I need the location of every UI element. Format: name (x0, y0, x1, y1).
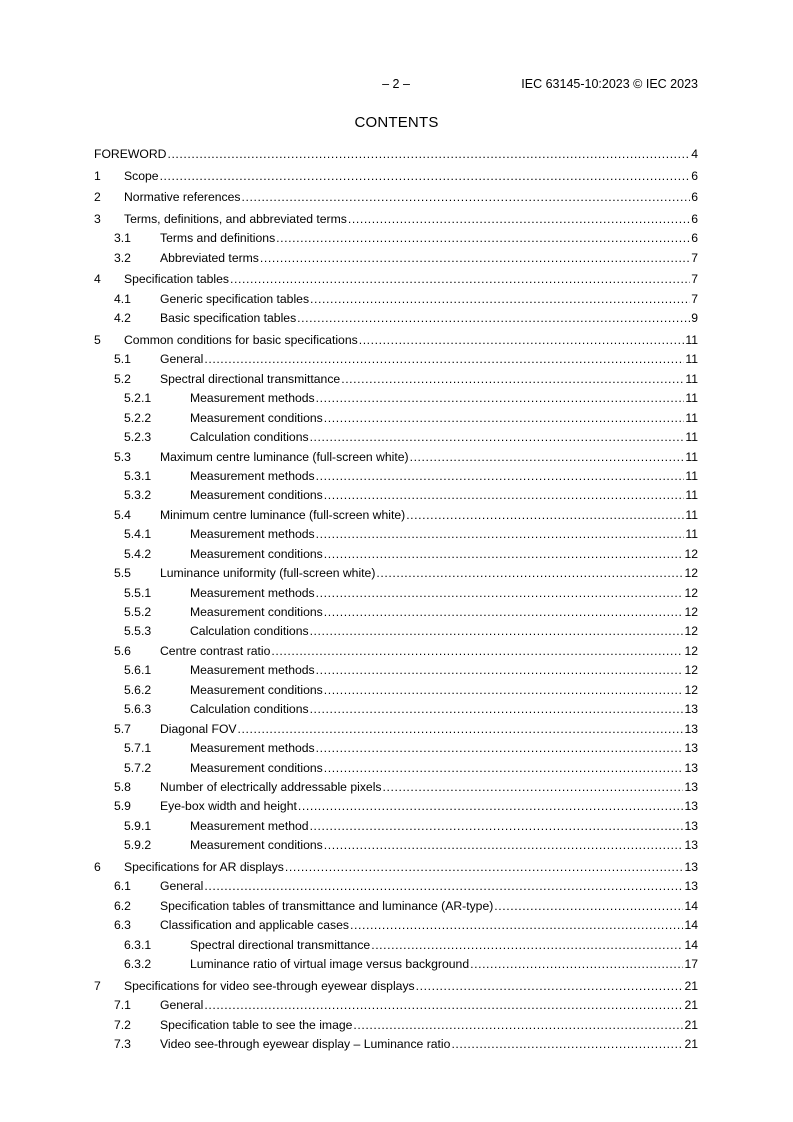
toc-entry-title: Maximum centre luminance (full-screen white) (160, 448, 410, 467)
toc-entry[interactable] (94, 584, 698, 603)
toc-entry[interactable] (94, 916, 698, 935)
toc-entry-title: General (160, 350, 204, 369)
toc-dot-leader (371, 936, 683, 955)
page-title: CONTENTS (354, 114, 439, 131)
toc-entry-title: Measurement methods (190, 467, 316, 486)
toc-entry[interactable] (94, 188, 698, 207)
toc-entry[interactable] (94, 409, 698, 428)
toc-entry[interactable] (94, 642, 698, 661)
toc-entry-page: 11 (685, 352, 698, 367)
toc-entry-title: Calculation conditions (190, 700, 310, 719)
toc-entry-title: Specification table to see the image (160, 1016, 353, 1035)
toc-entry[interactable] (94, 936, 698, 955)
toc-entry[interactable] (94, 955, 698, 974)
toc-entry-page: 6 (691, 190, 698, 205)
toc-entry-title: Scope (124, 167, 160, 186)
toc-entry-number: 6.3.1 (124, 937, 152, 952)
toc-entry-page: 21 (684, 978, 698, 993)
toc-entry-page: 13 (684, 702, 698, 717)
toc-entry-page: 13 (684, 760, 698, 775)
toc-entry-title: Measurement conditions (190, 681, 324, 700)
toc-entry-page: 11 (685, 507, 698, 522)
toc-entry-title: Centre contrast ratio (160, 642, 271, 661)
toc-entry-number: 1 (94, 168, 101, 183)
toc-entry[interactable] (94, 467, 698, 486)
toc-entry[interactable] (94, 389, 698, 408)
toc-entry-title: Basic specification tables (160, 309, 297, 328)
toc-entry-page: 13 (684, 859, 698, 874)
toc-entry-number: 6 (94, 859, 101, 874)
toc-entry[interactable] (94, 720, 698, 739)
toc-entry-number: 5.9.2 (124, 838, 152, 853)
toc-entry-page: 4 (691, 147, 698, 161)
toc-entry-page: 12 (684, 624, 698, 639)
toc-entry[interactable] (94, 817, 698, 836)
toc-entry[interactable] (94, 309, 698, 328)
toc-entry-number: 6.3.2 (124, 957, 152, 972)
toc-entry-page: 11 (685, 391, 698, 406)
toc-dot-leader (204, 996, 683, 1015)
toc-entry-page: 7 (691, 250, 698, 265)
toc-entry-title: Measurement method (190, 817, 310, 836)
toc-entry[interactable] (94, 661, 698, 680)
toc-entry[interactable] (94, 145, 698, 164)
toc-entry-title: General (160, 996, 204, 1015)
toc-entry-title: Eye-box width and height (160, 797, 298, 816)
toc-entry-title: Measurement methods (190, 584, 316, 603)
toc-dot-leader (416, 977, 684, 996)
toc-entry-page: 12 (684, 546, 698, 561)
toc-entry-number: 5.5.3 (124, 624, 152, 639)
toc-entry-title: Minimum centre luminance (full-screen white) (160, 506, 406, 525)
toc-entry[interactable] (94, 545, 698, 564)
toc-entry-page: 11 (685, 371, 698, 386)
toc-dot-leader (451, 1035, 683, 1054)
toc-entry-number: 5.6.1 (124, 663, 152, 678)
toc-entry[interactable] (94, 290, 698, 309)
toc-entry-number: 5.8 (114, 779, 131, 794)
toc-entry-page: 11 (685, 449, 698, 464)
toc-entry-page: 21 (684, 1037, 698, 1051)
toc-entry-number: 5.6 (114, 643, 131, 658)
toc-entry[interactable] (94, 210, 698, 229)
toc-entry-number: 5 (94, 332, 101, 347)
toc-entry-title: Measurement conditions (190, 836, 324, 855)
toc-entry[interactable] (94, 739, 698, 758)
toc-dot-leader (298, 797, 684, 816)
toc-entry-number: 4 (94, 272, 101, 287)
toc-dot-leader (316, 739, 684, 758)
toc-entry-page: 13 (684, 741, 698, 756)
toc-entry-title: Spectral directional transmittance (190, 936, 371, 955)
toc-entry[interactable] (94, 428, 698, 447)
toc-entry-page: 11 (685, 332, 698, 347)
toc-entry-title: Terms and definitions (160, 229, 276, 248)
toc-dot-leader (383, 778, 684, 797)
toc-entry-number: 5.5 (114, 566, 131, 581)
toc-dot-leader (238, 720, 684, 739)
toc-entry-title: Specification tables of transmittance and luminance (AR-type) (160, 897, 494, 916)
toc-entry-number: 5.3 (114, 449, 131, 464)
toc-entry-number: 5.3.1 (124, 468, 152, 483)
toc-entry-title: Measurement conditions (190, 486, 324, 505)
toc-entry-page: 12 (684, 643, 698, 658)
toc-entry-title: Luminance uniformity (full-screen white) (160, 564, 376, 583)
toc-dot-leader (276, 229, 690, 248)
toc-dot-leader (348, 210, 690, 229)
toc-entry-page: 6 (691, 168, 698, 183)
toc-entry-title: Calculation conditions (190, 622, 310, 641)
toc-entry-number: 5.2.3 (124, 430, 152, 445)
toc-entry-title: Measurement methods (190, 661, 316, 680)
toc-dot-leader (324, 759, 684, 778)
toc-entry[interactable] (94, 836, 698, 855)
toc-entry-page: 12 (684, 566, 698, 581)
toc-entry-number: 3.1 (114, 231, 131, 246)
toc-entry[interactable] (94, 229, 698, 248)
toc-entry-page: 6 (691, 211, 698, 226)
toc-entry-page: 6 (691, 231, 698, 246)
toc-entry-page: 13 (684, 721, 698, 736)
toc-entry-number: 5.2.1 (124, 391, 152, 406)
toc-entry-page: 12 (684, 605, 698, 619)
toc-entry-page: 7 (691, 272, 698, 287)
toc-entry[interactable] (94, 270, 698, 289)
toc-entry-number: 7.2 (114, 1017, 131, 1032)
toc-entry-number: 2 (94, 190, 101, 205)
toc-entry-number: 4.2 (114, 311, 131, 326)
toc-dot-leader (316, 661, 684, 680)
toc-entry-page: 13 (684, 838, 698, 853)
toc-dot-leader (316, 525, 685, 544)
toc-entry-title: Specification tables (124, 270, 230, 289)
toc-dot-leader (310, 700, 684, 719)
toc-entry-page: 12 (684, 682, 698, 697)
toc-dot-leader (406, 506, 684, 525)
toc-entry-number: 5.9 (114, 799, 131, 814)
toc-dot-leader (310, 428, 685, 447)
page-header (0, 77, 793, 93)
toc-dot-leader (260, 249, 690, 268)
toc-entry[interactable] (94, 858, 698, 877)
toc-entry[interactable] (94, 778, 698, 797)
toc-entry-title: Spectral directional transmittance (160, 370, 341, 389)
toc-entry-number: 6.2 (114, 898, 131, 913)
toc-dot-leader (204, 877, 683, 896)
toc-dot-leader (324, 409, 685, 428)
toc-entry-page: 21 (684, 998, 698, 1013)
toc-entry-title: Classification and applicable cases (160, 916, 350, 935)
toc-entry-page: 7 (691, 291, 698, 306)
toc-dot-leader (341, 370, 684, 389)
toc-entry-page: 11 (685, 488, 698, 503)
toc-entry-number: 5.2.2 (124, 410, 152, 425)
toc-entry-number: 5.5.2 (124, 605, 152, 619)
toc-dot-leader (316, 389, 685, 408)
toc-entry-page: 13 (684, 799, 698, 814)
toc-entry[interactable] (94, 759, 698, 778)
toc-dot-leader (324, 545, 684, 564)
toc-entry-page: 13 (684, 818, 698, 833)
toc-entry-title: General (160, 877, 204, 896)
toc-entry-number: 5.7.1 (124, 741, 152, 756)
toc-entry[interactable] (94, 525, 698, 544)
toc-entry[interactable] (94, 996, 698, 1015)
toc-entry-number: 6.1 (114, 879, 131, 894)
toc-entry[interactable] (94, 700, 698, 719)
toc-dot-leader (324, 486, 685, 505)
toc-entry-page: 12 (684, 585, 698, 600)
toc-entry-number: 6.3 (114, 918, 131, 933)
toc-entry-title: Abbreviated terms (160, 249, 260, 268)
toc-entry-page: 14 (684, 898, 698, 913)
toc-entry[interactable] (94, 877, 698, 896)
toc-dot-leader (324, 603, 684, 622)
toc-entry[interactable] (94, 681, 698, 700)
toc-entry-number: 5.9.1 (124, 818, 152, 833)
toc-entry-page: 11 (685, 468, 698, 483)
toc-dot-leader (204, 350, 684, 369)
toc-entry-title: Calculation conditions (190, 428, 310, 447)
toc-entry-page: 17 (684, 957, 698, 972)
toc-entry[interactable] (94, 486, 698, 505)
toc-entry-number: 5.5.1 (124, 585, 152, 600)
toc-entry[interactable] (94, 506, 698, 525)
toc-entry-title: Common conditions for basic specifications (124, 331, 359, 350)
toc-entry[interactable] (94, 564, 698, 583)
toc-dot-leader (242, 188, 691, 207)
toc-entry[interactable] (94, 249, 698, 268)
toc-entry-title: Generic specification tables (160, 290, 310, 309)
toc-entry-page: 13 (684, 879, 698, 894)
toc-entry-number: 5.4.2 (124, 546, 152, 561)
toc-entry-title: Measurement conditions (190, 409, 324, 428)
table-of-contents (94, 145, 698, 1054)
toc-dot-leader (376, 564, 683, 583)
toc-dot-leader (324, 836, 684, 855)
toc-entry-title: Measurement methods (190, 525, 316, 544)
toc-entry-number: 5.4.1 (124, 527, 152, 542)
toc-entry[interactable] (94, 977, 698, 996)
toc-entry-number: 7.1 (114, 998, 131, 1013)
toc-dot-leader (310, 817, 684, 836)
toc-dot-leader (359, 331, 685, 350)
toc-entry[interactable] (94, 167, 698, 186)
toc-entry[interactable] (94, 897, 698, 916)
toc-entry[interactable] (94, 1035, 698, 1054)
toc-entry-title: Measurement methods (190, 389, 316, 408)
document-reference: IEC 63145-10:2023 © IEC 2023 (521, 77, 698, 91)
toc-dot-leader (494, 897, 683, 916)
toc-entry-page: 12 (684, 663, 698, 678)
toc-entry-number: 5.6.2 (124, 682, 152, 697)
toc-dot-leader (230, 270, 690, 289)
toc-entry[interactable] (94, 622, 698, 641)
toc-entry-number: 5.3.2 (124, 488, 152, 503)
toc-entry-number: 5.7.2 (124, 760, 152, 775)
toc-entry-title: Measurement methods (190, 739, 316, 758)
toc-dot-leader (353, 1016, 683, 1035)
toc-dot-leader (271, 642, 683, 661)
toc-entry-title: Diagonal FOV (160, 720, 238, 739)
toc-entry-number: 7.3 (114, 1037, 131, 1051)
toc-entry-page: 11 (685, 527, 698, 542)
toc-dot-leader (324, 681, 684, 700)
toc-entry[interactable] (94, 603, 698, 622)
toc-entry-title: Luminance ratio of virtual image versus background (190, 955, 470, 974)
toc-entry[interactable] (94, 350, 698, 369)
toc-dot-leader (316, 584, 684, 603)
toc-dot-leader (310, 622, 684, 641)
toc-entry[interactable] (94, 448, 698, 467)
toc-entry-number: 4.1 (114, 291, 131, 306)
toc-entry-page: 14 (684, 918, 698, 933)
toc-entry-page: 21 (684, 1017, 698, 1032)
toc-entry-number: 3 (94, 211, 101, 226)
toc-entry-number: 5.6.3 (124, 702, 152, 717)
toc-entry-title: Number of electrically addressable pixels (160, 778, 383, 797)
toc-entry-number: 5.2 (114, 371, 131, 386)
toc-entry-title: FOREWORD (94, 145, 167, 164)
toc-entry-title: Specifications for AR displays (124, 858, 285, 877)
toc-dot-leader (470, 955, 683, 974)
toc-entry-number: 3.2 (114, 250, 131, 265)
toc-entry[interactable] (94, 797, 698, 816)
toc-dot-leader (285, 858, 684, 877)
toc-entry-number: 5.1 (114, 352, 131, 367)
toc-entry-page: 11 (685, 410, 698, 425)
toc-dot-leader (350, 916, 683, 935)
toc-entry-page: 14 (684, 937, 698, 952)
toc-entry-title: Terms, definitions, and abbreviated terms (124, 210, 348, 229)
toc-dot-leader (316, 467, 685, 486)
toc-entry[interactable] (94, 1016, 698, 1035)
toc-entry-page: 11 (685, 430, 698, 445)
toc-entry-title: Measurement conditions (190, 545, 324, 564)
toc-entry-title: Normative references (124, 188, 242, 207)
toc-entry[interactable] (94, 370, 698, 389)
toc-dot-leader (410, 448, 685, 467)
toc-entry-number: 5.7 (114, 721, 131, 736)
toc-entry-title: Specifications for video see-through eyewear displays (124, 977, 416, 996)
toc-entry-page: 13 (684, 779, 698, 794)
page-number: – 2 – (382, 77, 410, 91)
toc-entry-title: Measurement conditions (190, 759, 324, 778)
toc-dot-leader (167, 145, 690, 164)
toc-entry[interactable] (94, 331, 698, 350)
toc-dot-leader (310, 290, 690, 309)
toc-entry-number: 7 (94, 978, 101, 993)
toc-dot-leader (160, 167, 691, 186)
toc-dot-leader (297, 309, 690, 328)
toc-entry-title: Measurement conditions (190, 603, 324, 622)
toc-entry-title: Video see-through eyewear display – Luminance ratio (160, 1035, 451, 1054)
toc-entry-page: 9 (691, 311, 698, 326)
toc-entry-number: 5.4 (114, 507, 131, 522)
